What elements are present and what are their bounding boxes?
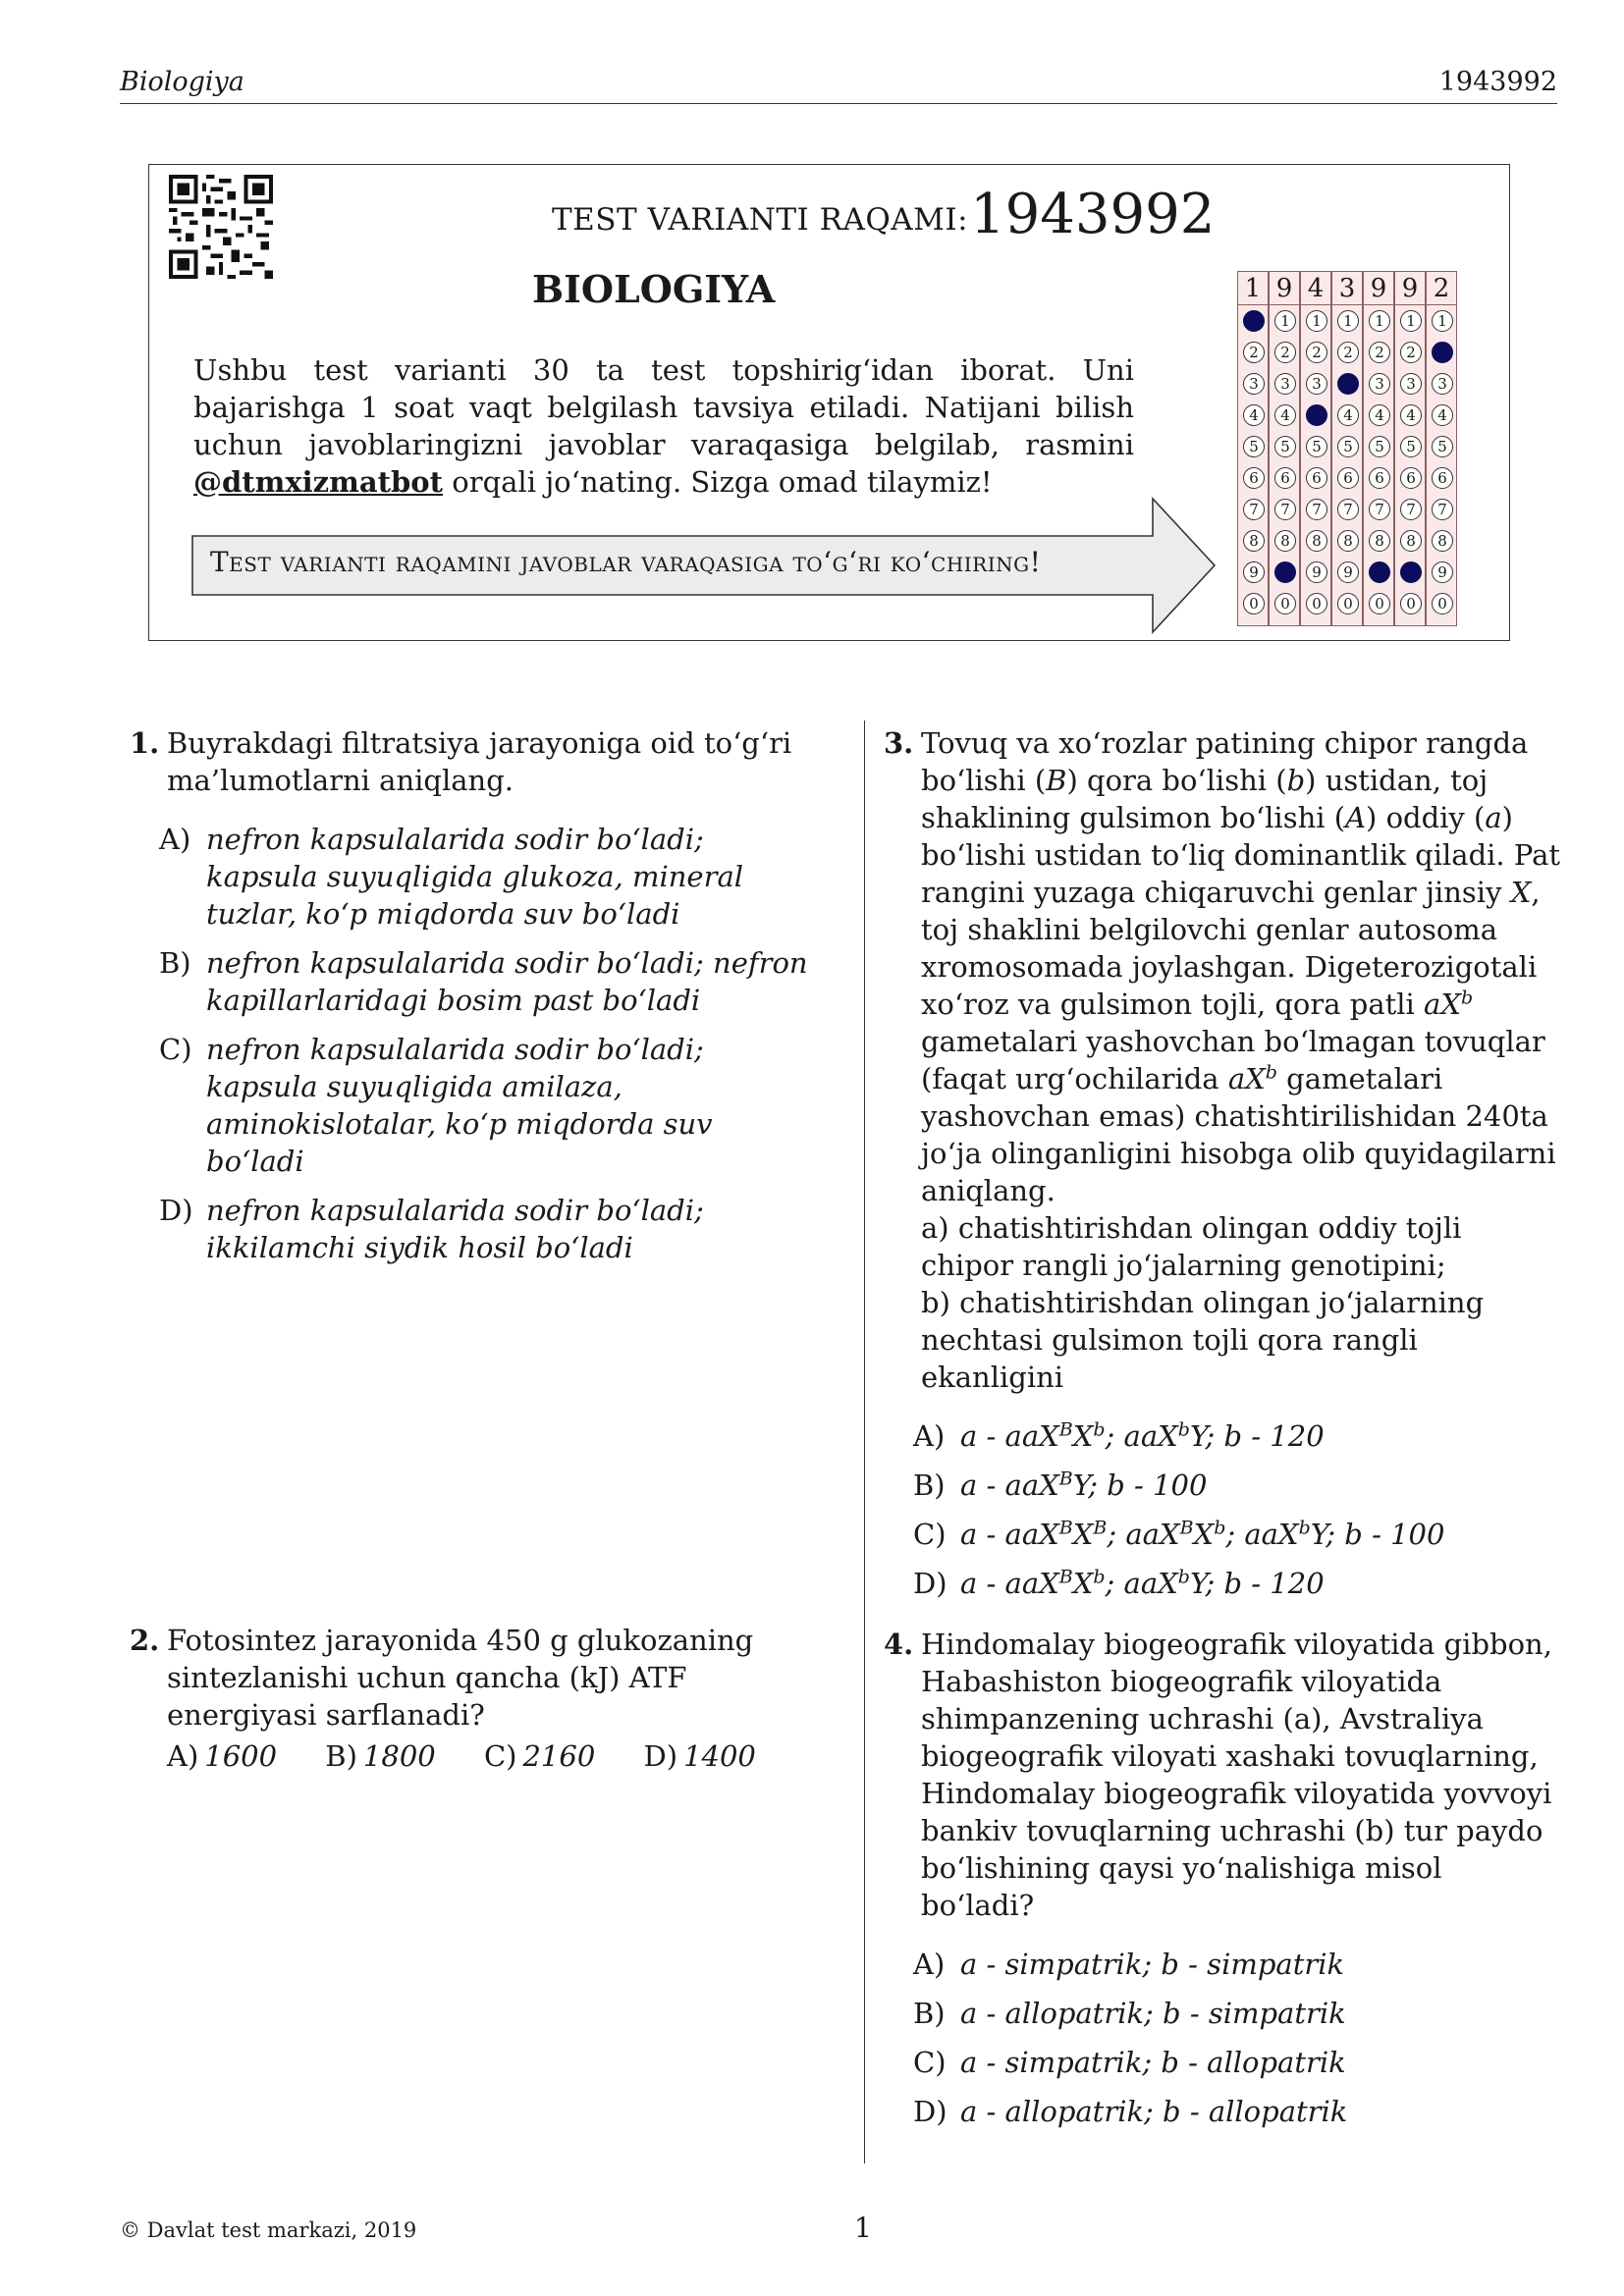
bubble: 9 — [1432, 561, 1453, 583]
bubble: 2 — [1306, 342, 1327, 363]
subquestion-a: a) chatishtirishdan olingan oddiy tojli chipor rangli jo‘jalarning genotipini; — [921, 1211, 1462, 1282]
bubble: 0 — [1306, 593, 1327, 614]
option-text: X — [1072, 1419, 1094, 1453]
option-letter: D) — [913, 2095, 947, 2128]
running-head-variant: 1943992 — [1438, 67, 1557, 97]
bubble: 6 — [1369, 467, 1390, 489]
bubble: 1 — [1306, 310, 1327, 332]
grid-digit: 9 — [1364, 272, 1393, 305]
bubble: 2 — [1369, 342, 1390, 363]
superscript: b — [1460, 987, 1474, 1009]
option-text: ; aaX — [1107, 1518, 1180, 1551]
grid-column — [1331, 271, 1363, 626]
option-text: nefron kapsulalarida sodir bo‘ladi; nefron kapillarlaridagi bosim past bo‘ladi — [206, 946, 808, 1017]
bubble: 5 — [1274, 436, 1296, 457]
bubble: 8 — [1400, 530, 1422, 552]
superscript: b — [1298, 1517, 1311, 1539]
grid-column — [1269, 271, 1300, 626]
bubble: 5 — [1432, 436, 1453, 457]
superscript: B — [1058, 1566, 1073, 1588]
question-1 — [130, 724, 817, 1278]
bubble: 1 — [1337, 310, 1359, 332]
question-text: Fotosintez jarayonida 450 g glukozaning sintezlanishi uchun qancha (kJ) ATF energiyasi sarflanadi? — [167, 1624, 754, 1732]
bubble: 3 — [1400, 373, 1422, 395]
instructions — [193, 351, 1134, 501]
option-text: X — [1193, 1518, 1215, 1551]
text-span: , toj shaklini belgilovchi genlar autosoma xromosomada joylashgan. Digeterozigotali xo‘roz va gulsimon tojli, qora patli — [921, 876, 1541, 1021]
option-letter: D) — [643, 1739, 678, 1773]
bubble: 6 — [1337, 467, 1359, 489]
option-text: a - allopatrik; b - simpatrik — [960, 1997, 1346, 2030]
column-divider — [864, 721, 865, 2163]
bubble: 9 — [1306, 561, 1327, 583]
answer-option-d[interactable] — [884, 1565, 1561, 1602]
bubble: 5 — [1243, 436, 1265, 457]
superscript: B — [1058, 1418, 1073, 1441]
bubble: 4 — [1337, 404, 1359, 426]
symbol: aX — [1227, 1062, 1266, 1095]
option-letter: D) — [159, 1194, 193, 1227]
answer-option-b[interactable] — [884, 1995, 1561, 2032]
bubble: 5 — [1306, 436, 1327, 457]
superscript: B — [1058, 1517, 1073, 1539]
option-letter: D) — [913, 1567, 947, 1600]
question-number: 3. — [884, 726, 914, 760]
option-text: nefron kapsulalarida sodir bo‘ladi; ikkilamchi siydik hosil bo‘ladi — [206, 1194, 704, 1264]
option-text: a - allopatrik; b - allopatrik — [960, 2095, 1348, 2128]
bubble: 7 — [1243, 499, 1265, 520]
bubble: 2 — [1243, 342, 1265, 363]
superscript: b — [1093, 1418, 1106, 1441]
option-text: a - aaX — [960, 1567, 1059, 1600]
option-letter: C) — [159, 1033, 192, 1066]
symbol: a — [1485, 801, 1502, 834]
answer-options — [130, 821, 817, 1266]
instructions-text: Ushbu test varianti 30 ta test topshirig‘idan iborat. Uni bajarishga 1 soat vaqt belgilash tavsiya etiladi. Natijani bilish uchun javoblaringizni javoblar varaqasiga belgilab, rasmini — [193, 353, 1134, 461]
option-text: nefron kapsulalarida sodir bo‘ladi; kapsula suyuqligida amilaza, aminokislotalar, ko‘p miqdorda suv bo‘ladi — [206, 1033, 713, 1178]
bubble: 8 — [1306, 530, 1327, 552]
question-number: 1. — [130, 726, 160, 760]
question-2 — [130, 1622, 817, 1775]
bubble: 3 — [1306, 373, 1327, 395]
option-text: Y; b - 120 — [1189, 1419, 1325, 1453]
grid-column — [1426, 271, 1457, 626]
bubble: 9 — [1243, 561, 1265, 583]
bubble: 6 — [1274, 467, 1296, 489]
superscript: b — [1177, 1418, 1190, 1441]
bubble: 4 — [1400, 404, 1422, 426]
answer-options — [884, 1417, 1561, 1602]
qr-code-icon — [169, 175, 273, 279]
answer-option-c[interactable] — [884, 1516, 1561, 1553]
bubble: 2 — [1337, 342, 1359, 363]
bubble: 3 — [1369, 373, 1390, 395]
filled-bubble — [1400, 561, 1422, 583]
option-letter: B) — [913, 1468, 946, 1502]
grid-column — [1363, 271, 1394, 626]
answer-option-d[interactable] — [884, 2093, 1561, 2130]
arrow-banner-text: Test varianti raqamini javoblar varaqasiga to‘g‘ri ko‘chiring! — [210, 546, 1042, 578]
instructions-text-end: orqali jo‘nating. Sizga omad tilaymiz! — [452, 465, 993, 499]
symbol: aX — [1424, 988, 1461, 1021]
symbol: B — [1046, 764, 1067, 797]
superscript: b — [1177, 1566, 1190, 1588]
bubble: 7 — [1274, 499, 1296, 520]
option-text: Y; b - 120 — [1189, 1567, 1325, 1600]
answer-option-b[interactable] — [884, 1467, 1561, 1504]
subject-title: BIOLOGIYA — [532, 267, 776, 311]
filled-bubble — [1432, 342, 1453, 363]
answer-option-b[interactable] — [325, 1737, 435, 1775]
filled-bubble — [1337, 373, 1359, 395]
grid-digit: 1 — [1238, 272, 1268, 305]
symbol: A — [1345, 801, 1367, 834]
option-text: 2160 — [522, 1739, 596, 1773]
option-letter: B) — [325, 1739, 357, 1773]
bubble: 9 — [1337, 561, 1359, 583]
bubble: 0 — [1337, 593, 1359, 614]
bubble: 4 — [1369, 404, 1390, 426]
footer-copyright: © Davlat test markazi, 2019 — [120, 2218, 417, 2242]
text-span: gametalari yashovchan bo‘lmagan tovuqlar (faqat urg‘ochilarida — [921, 1025, 1545, 1095]
question-number: 4. — [884, 1628, 914, 1661]
option-text: 1400 — [683, 1739, 756, 1773]
bubble: 8 — [1432, 530, 1453, 552]
option-text: 1600 — [204, 1739, 278, 1773]
question-4 — [884, 1626, 1561, 2142]
question-text: Hindomalay biogeografik viloyatida gibbon, Habashiston biogeografik viloyatida shimpanzening uchrashi (a), Avstraliya biogeografik viloyati xashaki tovuqlarning, Hindomalay biogeografik viloyatida yovvoyi bankiv tovuqlarning uchrashi (b) tur paydo bo‘lishining qaysi yo‘nalishiga misol bo‘ladi? — [921, 1628, 1552, 1922]
filled-bubble — [1243, 310, 1265, 332]
subquestion-b: b) chatishtirishdan olingan jo‘jalarning nechtasi gulsimon tojli qora rangli ekanligini — [921, 1286, 1485, 1394]
option-letter: C) — [913, 2046, 947, 2079]
superscript: b — [1093, 1566, 1106, 1588]
bubble: 8 — [1243, 530, 1265, 552]
superscript: B — [1058, 1468, 1073, 1490]
bubble: 3 — [1432, 373, 1453, 395]
superscript: B — [1093, 1517, 1108, 1539]
filled-bubble — [1274, 561, 1296, 583]
running-head-subject: Biologiya — [120, 67, 244, 97]
bubble: 7 — [1337, 499, 1359, 520]
bubble: 2 — [1274, 342, 1296, 363]
symbol: b — [1286, 764, 1306, 797]
answer-option-c[interactable] — [884, 2044, 1561, 2081]
option-text: ; aaX — [1105, 1567, 1178, 1600]
text-span: ) bo‘lishi ustidan to‘liq dominantlik qiladi. Pat rangini yuzaga chiqaruvchi genlar jinsiy — [921, 801, 1561, 909]
bubble: 0 — [1400, 593, 1422, 614]
bubble: 7 — [1432, 499, 1453, 520]
option-text: a - aaX — [960, 1468, 1059, 1502]
answer-option-a[interactable] — [130, 821, 817, 933]
bubble: 6 — [1400, 467, 1422, 489]
option-text: a - simpatrik; b - allopatrik — [960, 2046, 1346, 2079]
bubble: 4 — [1274, 404, 1296, 426]
option-text: a - simpatrik; b - simpatrik — [960, 1948, 1345, 1981]
symbol: X — [1510, 876, 1532, 909]
bubble: 7 — [1400, 499, 1422, 520]
bubble: 7 — [1369, 499, 1390, 520]
option-text: a - aaX — [960, 1518, 1059, 1551]
option-text: 1800 — [362, 1739, 436, 1773]
superscript: b — [1265, 1061, 1277, 1084]
question-text: Buyrakdagi filtratsiya jarayoniga oid to‘g‘ri ma’lumotlarni aniqlang. — [167, 726, 792, 797]
running-head — [120, 65, 1557, 104]
question-3 — [884, 724, 1561, 1614]
answer-options — [884, 1946, 1561, 2130]
variant-number: 1943992 — [970, 183, 1216, 246]
filled-bubble — [1369, 561, 1390, 583]
filled-bubble — [1306, 404, 1327, 426]
telegram-bot-link[interactable]: @dtmxizmatbot — [193, 465, 444, 499]
bubble: 7 — [1306, 499, 1327, 520]
text-span: ) qora bo‘lishi ( — [1066, 764, 1287, 797]
bubble: 8 — [1274, 530, 1296, 552]
option-text: X — [1072, 1518, 1094, 1551]
option-letter: A) — [913, 1948, 946, 1981]
bubble: 0 — [1274, 593, 1296, 614]
grid-column — [1237, 271, 1269, 626]
option-text: a - aaX — [960, 1419, 1059, 1453]
bubble: 1 — [1369, 310, 1390, 332]
bubble: 1 — [1274, 310, 1296, 332]
option-letter: A) — [159, 823, 191, 856]
bubble: 6 — [1306, 467, 1327, 489]
option-letter: C) — [483, 1739, 517, 1773]
variant-header-box — [148, 164, 1510, 641]
bubble: 3 — [1243, 373, 1265, 395]
option-text: ; aaX — [1225, 1518, 1299, 1551]
text-span: ) ustidan, toj shaklining gulsimon bo‘lishi ( — [921, 764, 1489, 834]
bubble: 5 — [1369, 436, 1390, 457]
option-text: X — [1072, 1567, 1094, 1600]
grid-digit: 9 — [1395, 272, 1425, 305]
question-number: 2. — [130, 1624, 160, 1657]
superscript: b — [1214, 1517, 1226, 1539]
option-text: Y; b - 100 — [1310, 1518, 1445, 1551]
answer-option-b[interactable] — [130, 944, 817, 1019]
bubble: 1 — [1400, 310, 1422, 332]
bubble: 4 — [1243, 404, 1265, 426]
grid-digit: 3 — [1332, 272, 1362, 305]
bubble: 1 — [1432, 310, 1453, 332]
bubble: 4 — [1432, 404, 1453, 426]
answer-option-c[interactable] — [130, 1031, 817, 1180]
option-text: nefron kapsulalarida sodir bo‘ladi; kapsula suyuqligida glukoza, mineral tuzlar, ko‘p miqdorda suv bo‘ladi — [206, 823, 744, 931]
grid-column — [1300, 271, 1331, 626]
grid-digit: 4 — [1301, 272, 1330, 305]
answer-option-d[interactable] — [644, 1737, 756, 1775]
bubble: 6 — [1243, 467, 1265, 489]
option-letter: B) — [913, 1997, 946, 2030]
bubble: 0 — [1243, 593, 1265, 614]
text-span: Tovuq va xo‘rozlar patining chipor rangda bo‘lishi ( — [921, 726, 1529, 797]
bubble: 6 — [1432, 467, 1453, 489]
bubble: 5 — [1400, 436, 1422, 457]
option-letter: C) — [913, 1518, 947, 1551]
text-span: ) oddiy ( — [1366, 801, 1486, 834]
bubble: 0 — [1432, 593, 1453, 614]
superscript: B — [1179, 1517, 1194, 1539]
answer-option-a[interactable] — [167, 1737, 277, 1775]
variant-label: TEST VARIANTI RAQAMI: — [552, 202, 969, 238]
bubble: 0 — [1369, 593, 1390, 614]
option-text: ; aaX — [1105, 1419, 1178, 1453]
option-letter: A) — [167, 1739, 199, 1773]
bubble: 5 — [1337, 436, 1359, 457]
grid-digit: 2 — [1427, 272, 1456, 305]
bubble: 8 — [1337, 530, 1359, 552]
answer-option-a[interactable] — [884, 1946, 1561, 1983]
answer-options — [167, 1737, 817, 1775]
grid-column — [1394, 271, 1426, 626]
bubble: 8 — [1369, 530, 1390, 552]
option-text: Y; b - 100 — [1072, 1468, 1208, 1502]
grid-digit: 9 — [1270, 272, 1299, 305]
bubble: 2 — [1400, 342, 1422, 363]
question-text — [921, 724, 1561, 1396]
answer-option-d[interactable] — [130, 1192, 817, 1266]
text-span: gametalari yashovchan emas) chatishtirilishidan 240ta jo‘ja olinganligini hisobga olib quyidagilarni aniqlang. — [921, 1062, 1556, 1207]
answer-option-c[interactable] — [484, 1737, 595, 1775]
answer-option-a[interactable] — [884, 1417, 1561, 1455]
option-letter: A) — [913, 1419, 946, 1453]
page-number: 1 — [854, 2212, 872, 2244]
bubble: 3 — [1274, 373, 1296, 395]
option-letter: B) — [159, 946, 191, 980]
